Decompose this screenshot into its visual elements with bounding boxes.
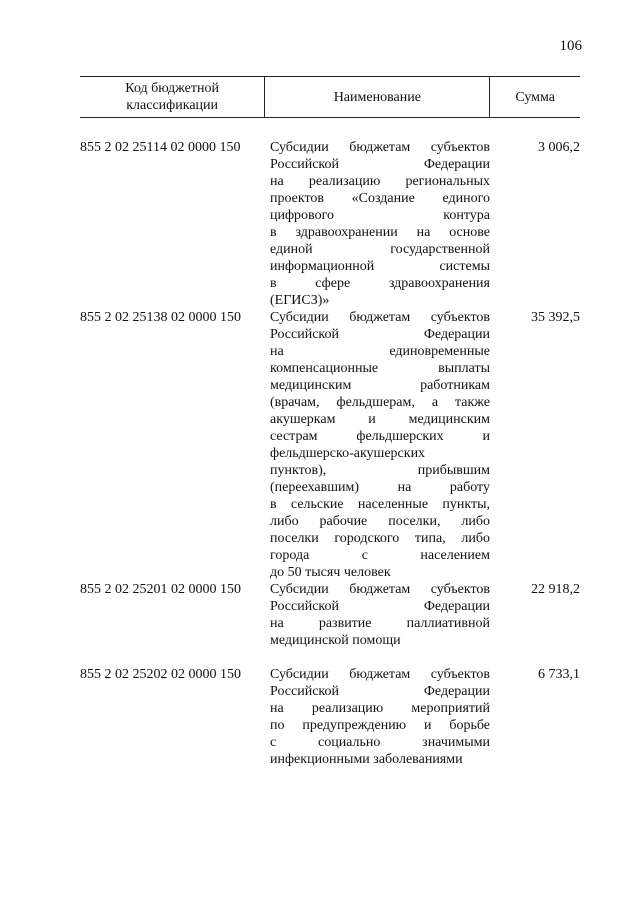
row-code: 855 2 02 25114 02 0000 150 (80, 140, 241, 155)
row-name-line: поселки городского типа, либо (270, 531, 490, 546)
row-name-line: на реализацию мероприятий (270, 701, 490, 716)
row-code: 855 2 02 25138 02 0000 150 (80, 310, 241, 325)
row-name-line: с социально значимыми (270, 735, 490, 750)
header-name: Наименование (265, 77, 490, 117)
table-row (80, 309, 580, 581)
row-name-line: в здравоохранении на основе (270, 225, 490, 240)
row-name-line: (врачам, фельдшерам, а также (270, 395, 490, 410)
row-name-line: фельдшерско-акушерских (270, 446, 426, 461)
header-code: Код бюджетной классификации (80, 77, 265, 117)
row-name-line: компенсационные выплаты (270, 361, 490, 376)
row-name-line: (переехавшим) на работу (270, 480, 490, 495)
row-name-line: в сфере здравоохранения (270, 276, 490, 291)
row-name-line: инфекционными заболеваниями (270, 752, 463, 767)
header-sum: Сумма (515, 89, 555, 105)
row-name-line: Субсидии бюджетам субъектов (270, 667, 490, 682)
row-name-line: либо рабочие поселки, либо (270, 514, 490, 529)
row-name-line: цифрового контура (270, 208, 490, 223)
row-sum: 22 918,2 (531, 582, 580, 597)
table-row (80, 581, 580, 649)
row-sum: 35 392,5 (531, 310, 580, 325)
row-name-line: пунктов), прибывшим (270, 463, 490, 478)
table-header (80, 76, 580, 118)
row-name-line: медицинским работникам (270, 378, 490, 393)
row-name-line: проектов «Создание единого (270, 191, 490, 206)
row-name-line: в сельские населенные пункты, (270, 497, 490, 512)
row-name-line: акушеркам и медицинским (270, 412, 490, 427)
row-name-line: Субсидии бюджетам субъектов (270, 582, 490, 597)
row-name (270, 666, 490, 768)
row-name (270, 309, 490, 581)
row-name (270, 139, 490, 309)
row-name-line: на реализацию региональных (270, 174, 490, 189)
table-row (80, 666, 580, 768)
row-name-line: города с населением (270, 548, 490, 563)
row-name-line: информационной системы (270, 259, 490, 274)
row-name-line: Субсидии бюджетам субъектов (270, 140, 490, 155)
table-body (80, 139, 580, 768)
row-name-line: на единовременные (270, 344, 490, 359)
row-name-line: единой государственной (270, 242, 490, 257)
row-sum: 3 006,2 (538, 140, 580, 155)
row-code: 855 2 02 25202 02 0000 150 (80, 667, 241, 682)
row-name-line: до 50 тысяч человек (270, 565, 391, 580)
row-name-line: Российской Федерации (270, 157, 490, 172)
row-name-line: Российской Федерации (270, 599, 490, 614)
row-name-line: по предупреждению и борьбе (270, 718, 490, 733)
row-name-line: медицинской помощи (270, 633, 401, 648)
table-row (80, 139, 580, 309)
row-name (270, 581, 490, 649)
row-name-line: сестрам фельдшерских и (270, 429, 490, 444)
row-name-line: (ЕГИСЗ)» (270, 293, 330, 308)
row-name-line: Российской Федерации (270, 327, 490, 342)
row-sum: 6 733,1 (538, 667, 580, 682)
row-name-line: на развитие паллиативной (270, 616, 490, 631)
row-code: 855 2 02 25201 02 0000 150 (80, 582, 241, 597)
row-name-line: Субсидии бюджетам субъектов (270, 310, 490, 325)
row-name-line: Российской Федерации (270, 684, 490, 699)
page-number: 106 (559, 38, 582, 54)
